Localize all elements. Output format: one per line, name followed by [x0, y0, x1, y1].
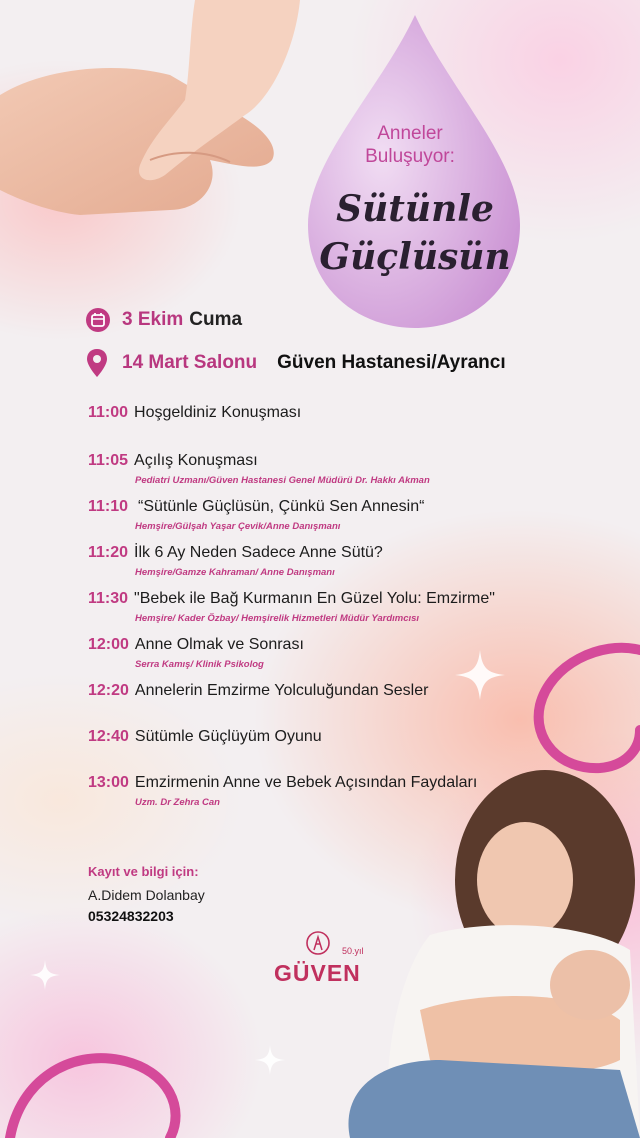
venue-row	[86, 348, 506, 378]
item-title: Hoşgeldiniz Konuşması	[134, 404, 302, 421]
guven-logo-icon	[305, 930, 331, 958]
script-line-2: Güçlüsün	[319, 236, 511, 278]
sparkle-icon	[30, 960, 60, 990]
event-day: Cuma	[189, 309, 243, 330]
item-speaker: Hemşire/Gamze Kahraman/ Anne Danışmanı	[135, 567, 335, 578]
sparkle-icon	[455, 650, 505, 700]
item-time: 11:10	[88, 498, 129, 515]
brand-logo: GÜVEN	[274, 960, 361, 986]
item-title: Anne Olmak ve Sonrası	[134, 636, 304, 653]
item-title: Annelerin Emzirme Yolculuğundan Sesler	[134, 682, 429, 699]
item-time: 11:05	[88, 452, 129, 469]
swirl-decoration	[520, 640, 640, 780]
item-speaker: Serra Kamış/ Klinik Psikolog	[135, 659, 264, 670]
calendar-icon	[86, 308, 110, 332]
contact-phone: 05324832203	[88, 908, 174, 924]
item-title: Sütümle Güçlüyüm Oyunu	[134, 728, 322, 745]
item-title: "Bebek ile Bağ Kurmanın En Güzel Yolu: Emzirme"	[134, 590, 495, 607]
program-item	[88, 590, 495, 608]
sparkle-icon	[255, 1045, 285, 1075]
title-line-1: Anneler	[377, 123, 443, 144]
program-item	[88, 452, 258, 470]
anniversary-badge: 50.yıl	[342, 946, 364, 956]
location-pin-icon	[86, 348, 108, 378]
drop-subtitle	[345, 122, 475, 168]
item-time: 12:20	[88, 682, 129, 699]
program-item	[88, 498, 424, 516]
item-speaker: Hemşire/Gülşah Yaşar Çevik/Anne Danışmanı	[135, 521, 341, 532]
program-item	[88, 682, 428, 700]
item-time: 12:40	[88, 728, 129, 745]
title-line-2: Buluşuyor:	[365, 146, 455, 167]
item-time: 12:00	[88, 636, 129, 653]
item-speaker: Pediatri Uzmanı/Güven Hastanesi Genel Müdürü Dr. Hakkı Akman	[135, 475, 430, 486]
item-time: 11:20	[88, 544, 129, 561]
baby-hand-illustration	[0, 0, 300, 240]
script-line-1: Sütünle	[336, 188, 494, 230]
program-item	[88, 636, 304, 654]
item-title: Açılış Konuşması	[134, 452, 258, 469]
item-time: 13:00	[88, 774, 129, 791]
date-row	[86, 308, 242, 332]
event-venue: 14 Mart Salonu	[122, 352, 258, 373]
contact-name: A.Didem Dolanbay	[88, 887, 205, 903]
item-speaker: Hemşire/ Kader Özbay/ Hemşirelik Hizmetleri Müdür Yardımcısı	[135, 613, 420, 624]
item-time: 11:30	[88, 590, 129, 607]
item-speaker: Uzm. Dr Zehra Can	[135, 797, 220, 808]
program-item	[88, 728, 322, 746]
program-item	[88, 544, 383, 562]
milk-drop-shape	[300, 10, 530, 340]
mother-baby-photo	[320, 760, 640, 1138]
event-date: 3 Ekim	[122, 309, 184, 330]
item-time: 11:00	[88, 404, 129, 421]
contact-label: Kayıt ve bilgi için:	[88, 864, 199, 879]
event-place: Güven Hastanesi/Ayrancı	[277, 352, 506, 373]
item-title: İlk 6 Ay Neden Sadece Anne Sütü?	[134, 544, 383, 561]
item-title: “Sütünle Güçlüsün, Çünkü Sen Annesin“	[138, 498, 425, 515]
program-item	[88, 404, 301, 422]
event-title	[310, 185, 520, 281]
swirl-decoration-bottom	[0, 1020, 200, 1138]
item-title: Emzirmenin Anne ve Bebek Açısından Faydaları	[134, 774, 478, 791]
